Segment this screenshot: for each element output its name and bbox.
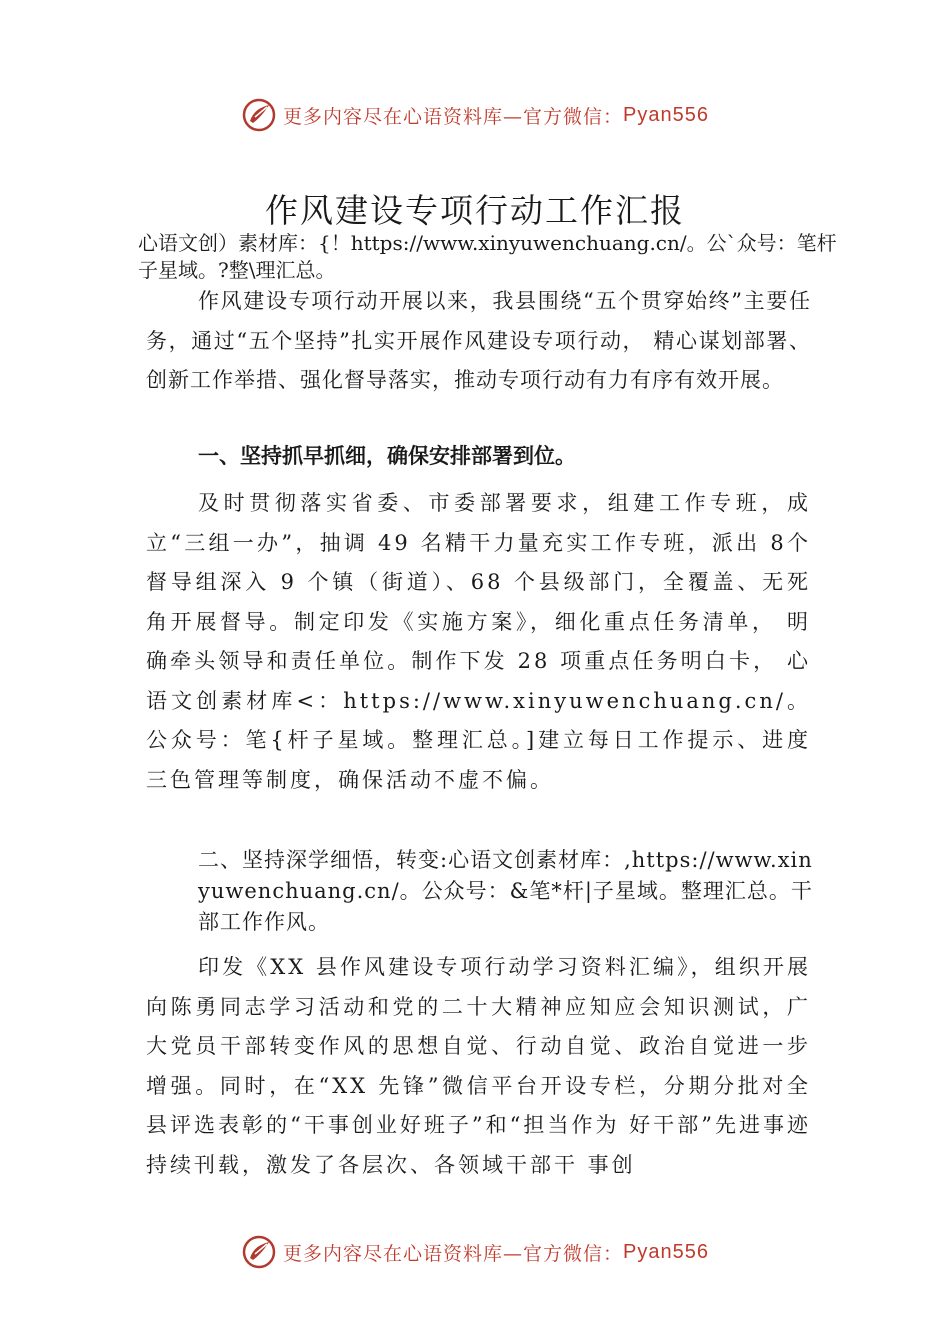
- header-banner: [0, 95, 950, 135]
- paragraph-intro: 作风建设专项行动开展以来，我县围绕“五个贯穿始终”主要任务，通过“五个坚持”扎实开展作风建设专项行动， 精心谋划部署、创新工作举措、强化督导落实，推动专项行动有力有序有效开展。: [146, 289, 811, 392]
- footer-banner: [0, 1232, 950, 1272]
- brand-logo-icon: [241, 1234, 277, 1270]
- source-note: 心语文创）素材库：{！https://www.xinyuwenchuang.cn/。公`众号：笔杆子星域。?整\理汇总。: [138, 231, 837, 282]
- section-heading-1: 一、坚持抓早抓细，确保安排部署到位。: [198, 444, 576, 468]
- paragraph-section-2: 印发《XX 县作风建设专项行动学习资料汇编》，组织开展向陈勇同志学习活动和党的二十大精神应知应会知识测试，广大党员干部转变作风的思想自觉、行动自觉、政治自觉进一步增强。同时，在“XX 先锋”微信平台开设专栏，分期分批对全县评选表彰的“干事创业好班子”和“担当作为 好干部”先进事迹持续刊载，激发了各层次、各领域干部干 事创: [146, 955, 811, 1177]
- brand-logo-icon: [241, 97, 277, 133]
- banner-text: 更多内容尽在心语资料库—官方微信：: [283, 105, 624, 128]
- wechat-id: Pyan556: [623, 103, 709, 126]
- section-heading-2: 二、坚持深学细悟，转变:心语文创素材库：,https://www.xinyuwenchuang.cn/。公众号：&笔*杆|子星域。整理汇总。干部工作作风。: [198, 848, 813, 934]
- wechat-id: Pyan556: [623, 1240, 709, 1263]
- banner-text: 更多内容尽在心语资料库—官方微信：: [283, 1242, 624, 1265]
- paragraph-section-1: 及时贯彻落实省委、市委部署要求，组建工作专班，成立“三组一办”，抽调 49 名精干力量充实工作专班，派出 8个督导组深入 9 个镇（街道）、68 个县级部门，全覆盖、无死角开展督导。制定印发《实施方案》，细化重点任务清单， 明确牵头领导和责任单位。制作下发 28 项重点任务明白卡， 心语文创素材库<：https://www.xinyuwenchuang.cn/。公众号：笔{杆子星域。整理汇总。]建立每日工作提示、进度三色管理等制度，确保活动不虚不偏。: [146, 491, 811, 792]
- document-title: 作风建设专项行动工作汇报: [265, 191, 685, 230]
